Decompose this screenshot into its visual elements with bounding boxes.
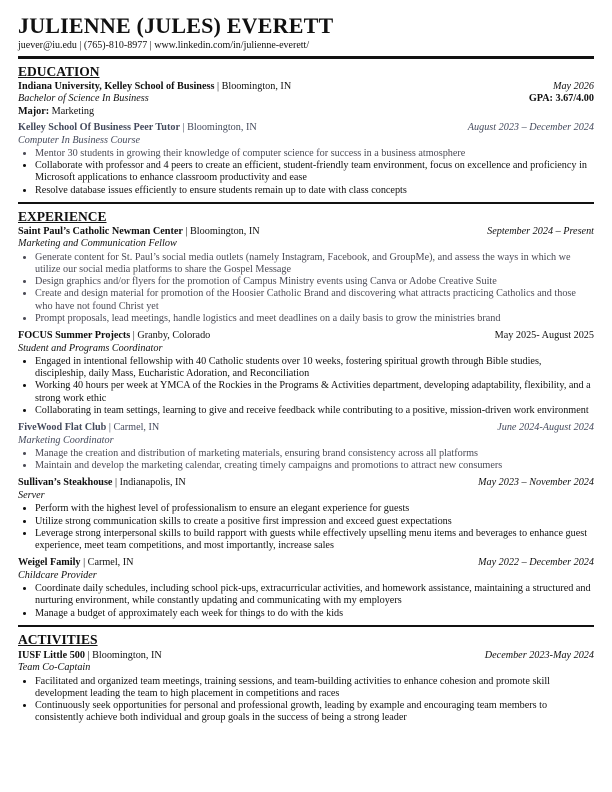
job-org: Saint Paul’s Catholic Newman Center [18, 225, 183, 237]
resume-header [18, 14, 594, 52]
education-divider [18, 202, 594, 204]
job-header-row [18, 557, 594, 570]
job-org: FOCUS Summer Projects [18, 330, 131, 342]
major-value: Marketing [49, 105, 95, 117]
activity-location: | Bloomington, IN [84, 649, 162, 661]
list-item: • Engaged in intentional fellowship with 40 Catholic students over 10 weeks, fostering spiritual growth through Bible studies, discipleship, daily Mass, Eucharistic Adoration, and Reconciliation [35, 356, 594, 380]
list-item: • Create and design material for promotion of the Hoosier Catholic Brand and discovering what attracts practicing Catholics and those who have not found Christ yet [35, 288, 594, 312]
job-bullets [18, 448, 594, 472]
list-item: • Collaborate with professor and 4 peers to create an efficient, student-friendly team environment, focus on excellence and proficiency in Microsoft applications to enhance classroom productivity and ease [35, 160, 594, 184]
candidate-name: JULIENNE (JULES) EVERETT [18, 13, 334, 38]
list-item: • Mentor 30 students in growing their knowledge of computer science for success in a business atmosphere [35, 148, 594, 160]
section-title-experience: EXPERIENCE [18, 208, 107, 224]
list-item: • Utilize strong communication skills to create a positive first impression and exceed guest expectations [35, 516, 594, 528]
activity-role: Team Co-Captain [18, 662, 91, 674]
school-location: | Bloomington, IN [214, 80, 292, 92]
tutor-org: Kelley School Of Business Peer Tutor [18, 122, 180, 133]
list-item: • Collaborating in team settings, learning to give and receive feedback while contributing to a positive, mission-driven work environment [35, 405, 594, 417]
list-item: • Coordinate daily schedules, including school pick-ups, extracurricular activities, and homework assistance, maintaining a structured and nurturing environment, while constantly updating and communicating with my employers [35, 583, 594, 607]
job-org: Weigel Family [18, 557, 81, 569]
degree-row [18, 93, 594, 106]
job-role-row [18, 238, 594, 251]
job-header-row [18, 477, 594, 490]
list-item: • Working 40 hours per week at YMCA of the Rockies in the Programs & Activities department, developing adaptability, flexibility, and a strong work ethic [35, 380, 594, 404]
job-role: Server [18, 489, 45, 501]
job-location: | Bloomington, IN [182, 225, 260, 237]
activity-org: IUSF Little 500 [18, 649, 85, 661]
job-role-row [18, 343, 594, 356]
resume-page [18, 14, 594, 725]
job-location: | Carmel, IN [80, 557, 134, 569]
list-item: • Prompt proposals, lead meetings, handle logistics and meet deadlines on a daily basis to grow the ministries brand [35, 313, 594, 325]
job-dates: May 2023 – November 2024 [477, 477, 594, 489]
list-item: • Leverage strong interpersonal skills to build rapport with guests while effectively upselling menu items and beverages to enhance guest experience, meet team competitions, and most importantly, increase sales [35, 528, 594, 552]
list-item: • Facilitated and organized team meetings, training sessions, and team-building activities to enhance cohesion and promote skill development leading the team to high placement in competitions and races [35, 676, 594, 700]
job-dates: May 2022 – December 2024 [478, 557, 594, 569]
job-dates: May 2025- August 2025 [494, 330, 594, 342]
activity-role-row [18, 662, 594, 675]
experience-section [18, 209, 594, 620]
list-item: • Generate content for St. Paul’s social media outlets (namely Instagram, Facebook, and GroupMe), and assess the ways in which we utilize our social media platforms to share the Gospel Message [35, 252, 594, 276]
header-divider [18, 56, 594, 59]
degree: Bachelor of Science In Business [18, 93, 149, 104]
job-role-row [18, 490, 594, 503]
activity-bullets [18, 676, 594, 725]
activity-header-row [18, 650, 594, 663]
major-label: Major: [18, 105, 50, 117]
job-role-row [18, 570, 594, 583]
section-title-activities: ACTIVITIES [18, 631, 98, 647]
job-bullets [18, 583, 594, 620]
job-role: Marketing Coordinator [18, 434, 114, 446]
school-name: Indiana University, Kelley School of Business [18, 80, 215, 92]
list-item: • Resolve database issues efficiently to ensure students remain up to date with class concepts [35, 185, 594, 197]
tutor-row [18, 122, 594, 135]
job-header-row [18, 226, 594, 239]
tutor-role: Computer In Business Course [18, 134, 140, 146]
tutor-location: | Bloomington, IN [179, 122, 257, 133]
graduation-date: May 2026 [552, 80, 594, 92]
job-header-row [18, 330, 594, 343]
list-item: • Continuously seek opportunities for personal and professional growth, leading by example and encouraging team members to consistently achieve both individual and group goals in the success of being a strong leader [35, 700, 594, 724]
job-dates: September 2024 – Present [487, 225, 594, 237]
job-role-row [18, 435, 594, 448]
list-item: • Design graphics and/or flyers for the promotion of Campus Ministry events using Canva or Adobe Creative Suite [35, 276, 594, 288]
job-role: Marketing and Communication Fellow [18, 238, 177, 250]
job-header-row [18, 422, 594, 435]
job-dates: June 2024-August 2024 [497, 422, 594, 434]
list-item: • Perform with the highest level of professionalism to ensure an elegant experience for guests [35, 503, 594, 515]
contact-line: juever@iu.edu | (765)-810-8977 | www.linkedin.com/in/julienne-everett/ [18, 40, 310, 51]
activity-dates: December 2023-May 2024 [484, 649, 594, 661]
job-org: Sullivan’s Steakhouse [18, 477, 113, 489]
job-location: | Granby, Colorado [130, 330, 211, 342]
job-org: FiveWood Flat Club [18, 422, 107, 434]
list-item: • Manage a budget of approximately each week for things to do with the kids [35, 608, 594, 620]
job-location: | Carmel, IN [106, 422, 160, 434]
tutor-bullets [18, 148, 594, 197]
job-bullets [18, 356, 594, 417]
gpa: GPA: 3.67/4.00 [528, 93, 594, 104]
activities-section [18, 632, 594, 725]
job-location: | Indianapolis, IN [112, 477, 186, 489]
section-title-education: EDUCATION [18, 63, 100, 79]
education-school-row [18, 81, 594, 94]
list-item: • Manage the creation and distribution of marketing materials, ensuring brand consistency across all platforms [35, 448, 594, 460]
job-bullets [18, 503, 594, 552]
job-role: Childcare Provider [18, 569, 97, 581]
list-item: • Maintain and develop the marketing calendar, creating timely campaigns and promotions to attract new consumers [35, 460, 594, 472]
experience-divider [18, 625, 594, 627]
education-section [18, 64, 594, 197]
major-row [18, 106, 594, 119]
tutor-role-row [18, 135, 594, 148]
tutor-dates: August 2023 – December 2024 [467, 122, 594, 133]
job-role: Student and Programs Coordinator [18, 342, 163, 354]
job-bullets [18, 252, 594, 325]
